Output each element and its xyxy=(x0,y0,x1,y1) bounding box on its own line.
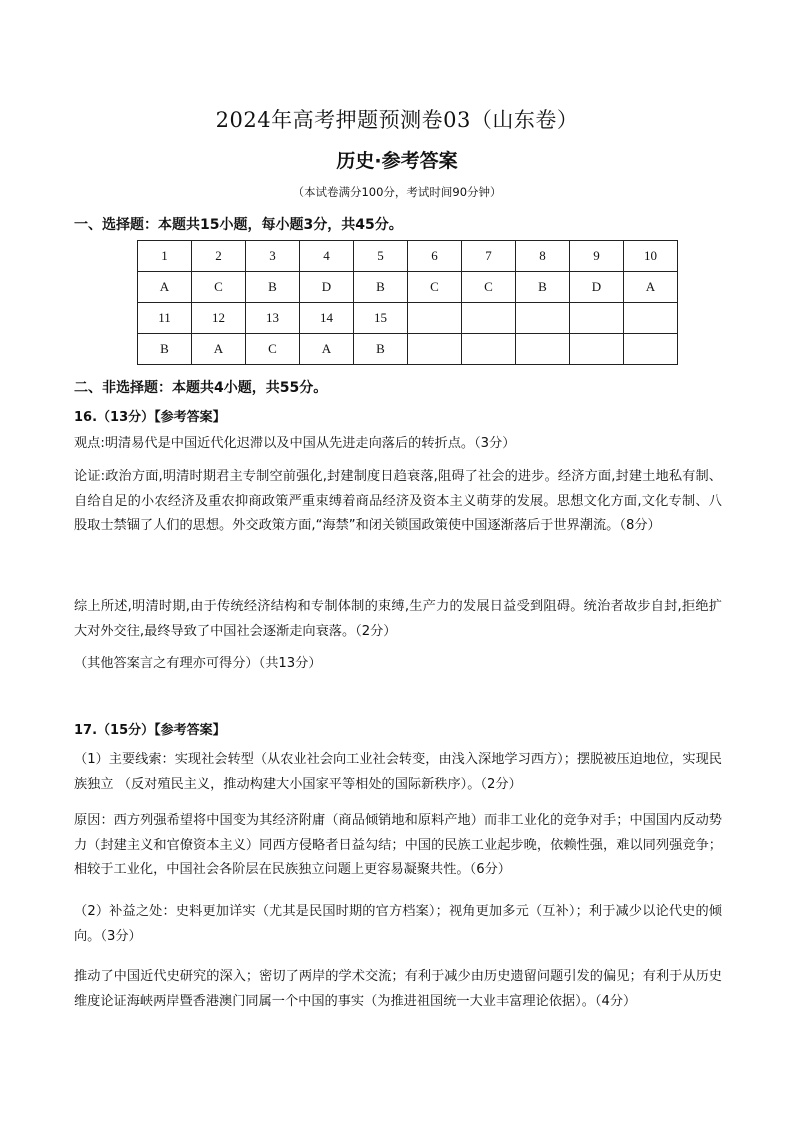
answer-cell: C xyxy=(246,334,300,365)
answer-cell: B xyxy=(246,272,300,303)
answer-cell xyxy=(462,334,516,365)
answer-cell xyxy=(408,303,462,334)
answer-cell: 10 xyxy=(624,241,678,272)
answer-cell xyxy=(624,334,678,365)
answer-table-row xyxy=(138,272,678,303)
answer-cell: 4 xyxy=(300,241,354,272)
answer-cell xyxy=(570,303,624,334)
answer-cell: B xyxy=(354,272,408,303)
answer-cell: C xyxy=(192,272,246,303)
answer-table-row xyxy=(138,303,678,334)
answer-table-row xyxy=(138,241,678,272)
answer-cell: B xyxy=(138,334,192,365)
q17-reasons: 原因：西方列强希望将中国变为其经济附庸（商品倾销地和原料产地）而非工业化的竞争对手；中国国内反动势力（封建主义和官僚资本主义）同西方侵略者日益勾结；中国的民族工业起步晚，依赖性强，难以同列强竞争；相较于工业化，中国社会各阶层在民族独立问题上更容易凝聚共性。（6分） xyxy=(74,813,722,877)
answer-cell: 3 xyxy=(246,241,300,272)
answer-cell: D xyxy=(300,272,354,303)
answer-cell: 13 xyxy=(246,303,300,334)
answer-cell: 2 xyxy=(192,241,246,272)
q17-significance: 推动了中国近代史研究的深入；密切了两岸的学术交流；有利于减少由历史遗留问题引发的偏见；有利于从历史维度论证海峡两岸暨香港澳门同属一个中国的事实（为推进祖国统一大业丰富理论依据）。（4分） xyxy=(74,969,722,1009)
q17-part2: （2）补益之处：史料更加详实（尤其是民国时期的官方档案）；视角更加多元（互补）；利于减少以论代史的倾向。（3分） xyxy=(74,904,722,944)
answer-cell: 12 xyxy=(192,303,246,334)
exam-note: （本试卷满分100分，考试时间90分钟） xyxy=(292,185,502,199)
page-subtitle: 历史·参考答案 xyxy=(336,150,458,172)
q16-argument: 论证:政治方面,明清时期君主专制空前强化,封建制度日趋衰落,阻碍了社会的进步。经济方面,封建土地私有制、自给自足的小农经济及重农抑商政策严重束缚着商品经济及资本主义萌芽的发展。思想文化方面,文化专制、八股取士禁锢了人们的思想。外交政策方面,“海禁”和闭关锁国政策使中国逐渐落后于世界潮流。（8分） xyxy=(74,469,722,533)
answer-cell: 14 xyxy=(300,303,354,334)
answer-cell: 1 xyxy=(138,241,192,272)
q16-viewpoint: 观点:明清易代是中国近代化迟滞以及中国从先进走向落后的转折点。（3分） xyxy=(74,436,516,451)
answer-cell xyxy=(624,303,678,334)
answer-cell xyxy=(516,303,570,334)
answer-cell: 5 xyxy=(354,241,408,272)
answer-table xyxy=(137,240,678,365)
answer-cell: 6 xyxy=(408,241,462,272)
page-title: 2024年高考押题预测卷03（山东卷） xyxy=(215,108,579,132)
q16-note: （其他答案言之有理亦可得分）（共13分） xyxy=(74,656,322,671)
answer-cell: A xyxy=(192,334,246,365)
answer-cell: B xyxy=(516,272,570,303)
q17-heading: 17.（15分）【参考答案】 xyxy=(74,723,226,738)
answer-cell xyxy=(570,334,624,365)
q16-conclusion: 综上所述,明清时期,由于传统经济结构和专制体制的束缚,生产力的发展日益受到阻碍。统治者故步自封,拒绝扩大对外交往,最终导致了中国社会逐渐走向衰落。（2分） xyxy=(74,599,722,639)
answer-cell: 9 xyxy=(570,241,624,272)
answer-cell xyxy=(516,334,570,365)
q16-heading: 16.（13分）【参考答案】 xyxy=(74,410,226,425)
answer-cell: B xyxy=(354,334,408,365)
answer-cell: 7 xyxy=(462,241,516,272)
section1-heading: 一、选择题：本题共15小题，每小题3分，共45分。 xyxy=(74,217,403,233)
answer-cell xyxy=(462,303,516,334)
answer-cell: C xyxy=(408,272,462,303)
answer-cell: 15 xyxy=(354,303,408,334)
answer-cell xyxy=(408,334,462,365)
answer-cell: A xyxy=(300,334,354,365)
answer-table-row xyxy=(138,334,678,365)
answer-cell: A xyxy=(624,272,678,303)
answer-cell: C xyxy=(462,272,516,303)
section2-heading: 二、非选择题：本题共4小题，共55分。 xyxy=(74,380,328,396)
answer-cell: A xyxy=(138,272,192,303)
answer-cell: 11 xyxy=(138,303,192,334)
q17-part1: （1）主要线索：实现社会转型（从农业社会向工业社会转变，由浅入深地学习西方）；摆脱被压迫地位，实现民族独立 （反对殖民主义，推动构建大小国家平等相处的国际新秩序）。（2分） xyxy=(74,752,722,792)
answer-cell: 8 xyxy=(516,241,570,272)
answer-cell: D xyxy=(570,272,624,303)
